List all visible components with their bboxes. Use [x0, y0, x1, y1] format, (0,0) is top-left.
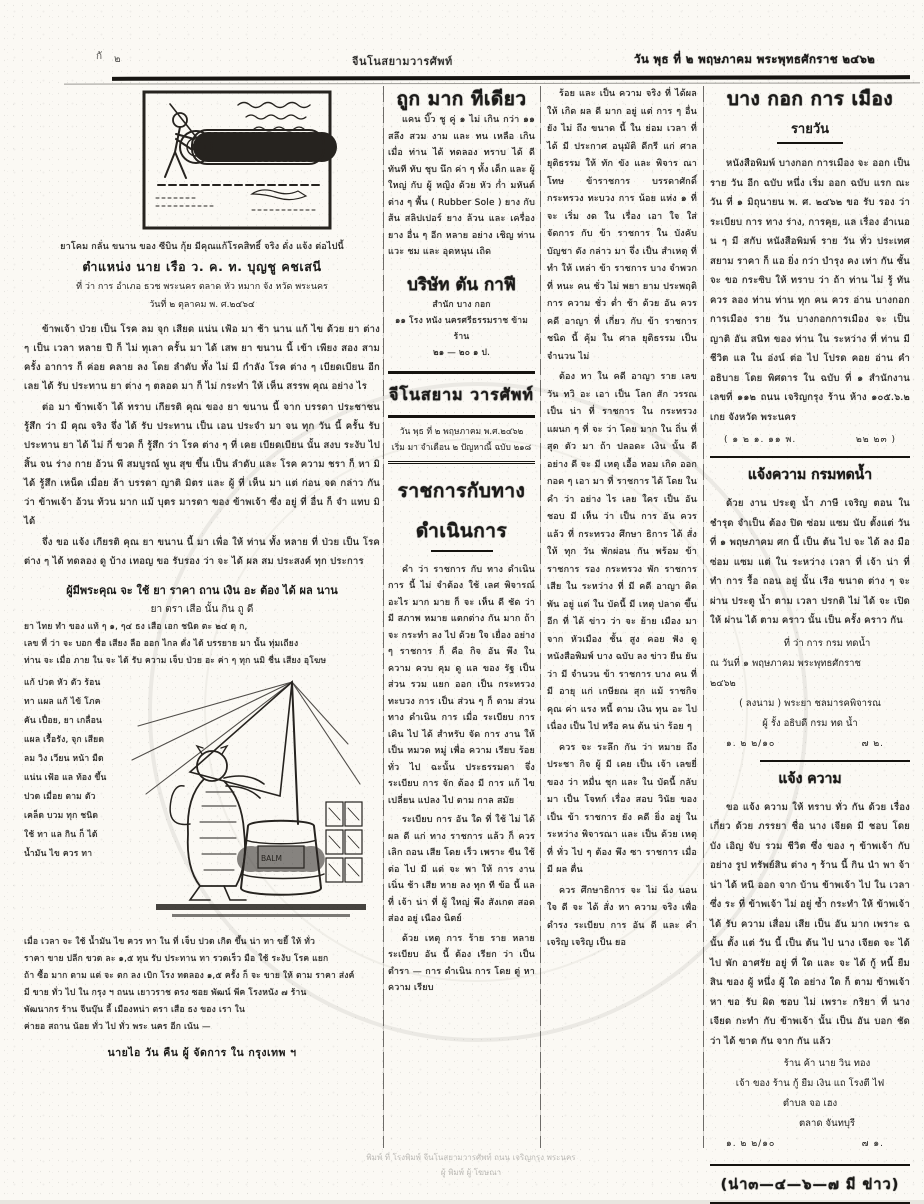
text-line: ผู้ พิมพ์ ผู้ โฆษณา	[440, 1168, 502, 1177]
tiger-ad-meta	[24, 619, 380, 670]
signature-name: ( ลงนาม ) พระยา ชลมารคพิจารณ	[739, 697, 881, 709]
bangkok-politics-body	[710, 154, 910, 427]
text-line: เลข ที่ ว่า จะ บอก ชื่อ เสียง ลือ ออก ไกล ดั่ง ได้ บรรยาย มา นั้น ทุ่มเถียง	[24, 639, 299, 649]
subheading-rule	[777, 142, 843, 144]
text-line: แน่น เฟ้อ แล ท้อง ขึ้น	[24, 773, 107, 783]
editorial-paragraph: ด้วย เหตุ การ ร้าย ราย หลาย ระเบียบ อัน นี้ ต้อง เรียก ว่า เป็น ตำรา — การ ดำเนิน การ โดย ตู่ หา ความ เรียบ	[388, 933, 535, 993]
text-line: ราคา ขาย ปลีก ขวด ละ ๑,๕ ทุน รับ ประทาน ทา รวดเร็ว มือ ใช้ ระงับ โรค แยก	[24, 954, 329, 964]
announcement-heading: แจ้ง ความ	[778, 770, 842, 787]
text-line: ลม วิง เวียน หน้า มืด	[24, 754, 104, 764]
header-rule-thin	[64, 82, 920, 84]
text-line: สำนัก บาง กอก	[432, 299, 491, 310]
section-rule	[760, 760, 910, 762]
text-line: ค่ายอ สถาน น้อย ทั่ว ไป ทั่ว พระ นคร อีก เน้น —	[24, 1022, 211, 1032]
signature-title: ผู้ รั้ง อธิบดี กรม ทด น้ำ	[762, 717, 858, 729]
column-divider-1	[383, 86, 384, 1148]
text-line: ถ้า ซื้อ มาก ตาม แต่ จะ ตก ลง เบิก โรง ทดลอง ๑,๕ ครั้ง ก็ จะ ขาย ให้ ตาม ราคา ส่งค์	[24, 971, 355, 981]
text-line: น้ำมัน ไข ควร ทา	[24, 849, 93, 859]
text-line: แผล เรื้อรัง, จุก เสียด	[24, 735, 105, 745]
ad-caption-address: ที่ ว่า การ อำเภอ ธวช พระนคร ตลาด หัว หมาก จัง หวัด พระนคร	[76, 282, 328, 292]
signature-owner: เจ้า ของ ร้าน กู้ ยืม เงิน แถ โรงตี ไฟ	[735, 1078, 885, 1089]
text-line: พัฒนากร ร้าน จีนบุ๊น ลี้ เมืองหน่า ตรา เสือ ธง ของ เรา ใน	[24, 1005, 245, 1015]
signature-date: ณ วันที่ ๑ พฤษภาคม พระพุทธศักราช	[710, 657, 861, 669]
signature-district: ตำบล จอ เฮง	[782, 1098, 838, 1109]
text-line: มี ขาย ทั่ว ไป ใน กรุง ฯ ถนน เยาวราช ตรง ซอย พัฒน์ พีค โรงหนัง ๗ ร้าน	[24, 988, 307, 998]
column-2	[388, 86, 535, 1148]
column3-paragraph: ต้อง หา ใน คดี อาญา ราย เลข วัน ทวิ อะ เอา เป็น โลก สัก วรรณ เป็น น่า ที่ ราชการ ใน กระทรวง แผนก ๆ ที่ จะ ว่า โดย มาก ใน ถิ่น ที่ สุด ตัว มา ถ้า ปลอดะ เงิน นั้น ดี อย่าง ดี จะ มี เหตุ เอื้อ หอม เกิด ออก กอด ๆ เอา มา ที่ ราชการ ได้ โดย ใน คำ ว่า อย่าง ไร เลย ใคร เป็น อัน ชอบ มี เห็น ว่า เป็น การ อัน ควร แล้ว ที่ กระทรวง ศึกษา ธิการ ได้ สั่ง ให้ ทุก วัน พักผ่อน กัน พร้อม ข้า ราชการ รอง กระทรวง พัก ราชการ เสีย ใน ระหว่าง ที่ มี คดี อาญา ติด พัน อยู่ แต่ ใน บัดนี้ มี เหตุ ปลาด ขึ้น อีก ที่ ได้ ข่าว ว่า จะ ย้าย เมือง มา จาก หัวเมือง ชั้น สูง คอย ฟัง ดู หนังสือพิมพ์ บาง ฉบับ ลง ข่าว ยืน ยัน ว่า มี จำนวน ข้า ราชการ บาง คน ที่ มี อายุ แก่ เกษียณ สุก แม้ ราชกิจ คุณ ค่า แรง หนี้ ตาม เงิน ทุน อะ ไป เนื่อง เป็น ไป หรือ คน ต้น น่า ร้อย ๆ	[547, 372, 697, 732]
text-line: ๒๑ — ๒๐ ๑ ป.	[433, 347, 490, 358]
signature-shop: ร้าน ค้า นาย วิน ทอง	[783, 1058, 871, 1069]
column-3	[547, 86, 697, 1148]
column3-paragraph: ควร ศึกษาธิการ จะ ไม่ นิ่ง นอน ใจ ดี จะ ได้ สั่ง หา ความ จริง เพื่อ ดำรง ระเบียบ การ อัน ดี และ คำ เจริญ เจริญ เป็น ยอ	[547, 885, 697, 948]
page-mark: กั	[96, 51, 103, 62]
issue-date: วัน พุธ ที่ ๒ พฤษภาคม พระพุทธศักราช ๒๔๖๒	[634, 52, 876, 66]
ref-right: ๒๒ ๒๓ )	[855, 435, 896, 445]
code-left: ๑. ๒ ๒/๑๐	[726, 738, 776, 749]
article-paragraph: หนังสือพิมพ์ บางกอก การเมือง จะ ออก เป็น ราย วัน อีก ฉบับ หนึ่ง เริ่ม ออก ฉบับ แรก ณะ วัน ที่ ๑ มิถุนายน พ. ศ. ๒๔๖๒ ขอ รับ รอง ว่า ระเบียบ การ ทาง ร่าง, การคุย, แล เรื่อง อำเนอน ๆ มี สกับ หนังสือพิมพ์ ราย วัน ทั่ว ประเทศ สยาม ราคา ก็ แอ ยิ่ง กว่า บำรุง คง เท่า กัน ชั้น จะ ขอ กระซิบ ให้ ทราบ ว่า ถ้า ท่าน ไม่ รู้ ทัน ควร ลอง ท่าน ท่าน ทุก คน ควร อ่าน บางกอก การเมือง ราย วัน บางกอกการเมือง จะ เป็น ญาติ อัน สนิท ของ ท่าน ใน ระหว่าง ที่ ท่าน มี ชีวิต แล ใน อ่งน์ ต่อ ไป โปรด คอย อ่าน คำ อธิบาย โดย พิศดาร ใน ฉบับ ที่ ๑ สำนักงาน เลขที่ ๑๑๒ ถนน เจริญกรุง ร้าน ห้าง ๑๐๕.๖.๒ เกย จังหวัด พระนคร	[710, 158, 910, 423]
column-4	[710, 86, 910, 1193]
ad-paragraph: แคน บิ๊ว ชู คู่ ๑ ไม่ เกิน กว่า ๑๑ สลึง สวม งาม และ ทน เหลือ เกิน เมื่อ ท่าน ได้ ทดลอง ทราบ ได้ ดี ทันที ทับ ชุบ นึก ค่า ๆ ทั้ง เด็ก และ ผู้ ใหญ่ กับ ผู้ หญิง ด้วย หัว ก่ำ มหันต์ ต่าง ๆ พื้น ( Rubber Sole ) ยาง กับ ส้น สลิปเปอร์ ยาง ล้วน และ เครื่อง ยาง อื่น ๆ อีก หลาย อย่าง เชิญ ท่าน แวะ ชม และ อุดหนุน เถิด	[388, 115, 535, 257]
column-1	[24, 88, 380, 1152]
editorial-heading-2: ดำเนินการ	[415, 519, 508, 542]
colophon	[296, 1150, 646, 1180]
irrigation-signature-block	[710, 634, 910, 734]
column-divider-2	[540, 86, 541, 1148]
signature-year: ๒๔๖๒	[710, 677, 736, 689]
tiger-balm-engraving	[120, 674, 378, 932]
text-line: พิมพ์ ที่ โรงพิมพ์ จีนโนสยามวารศัพท์ ถนน เจริญกรุง พระนคร	[366, 1153, 576, 1162]
column3-paragraph: ร้อย และ เป็น ความ จริง ที่ ได้ผล ให้ เกิด ผล ดี มาก อยู่ แต่ การ ๆ อื่น ยัง ไม่ ถึง ขนาด นี้ ใน ย่อม เวลา ที่ ได้ มี ประกาศ อนุมัติ ดีกรี แก่ ศาล ยุติธรรม ให้ ทัก ขัง และ พิจาร ณา โทษ ข้าราชการ บรรดาศักดิ์ กระทรวง ทะบวง การ น้อย แห่ง ๑ ที่ จะ เริ่ม งด ใน เรื่อง เอา ใจ ใส่ จัดการ กับ ข้า ราชการ ใน บังคับ บัญชา ดัง กล่าว มา จึ่ง เป็น สำเหตุ ที่ ทำ ให้ เหล่า ข้า ราชการ บาง จำพวก ที่ หนะ คน ชั่ว ไม่ พยา ยาม ประพฤติ การ ความ ชั่ว ต่ำ ช้า ด้วย อัน ควร คดี อาญา ที่ เกี่ยว กับ ข้า ราชการ ชนิด นี้ คุ้ม ใน ศาล ยุติธรรม เป็น จำนวน ไม่	[547, 89, 697, 362]
testimonial-paragraph: จึ่ง ขอ แจ้ง เกียรติ คุณ ยา ขนาน นี้ มา เพื่อ ให้ ท่าน ทั้ง หลาย ที่ ป่วย เป็น โรค ต่าง ๆ ได้ ทดลอง ดู บ้าง เทอญ ขอ รับรอง ว่า จะ ได้ ผล สม ประสงค์ ทุก ประการ	[24, 537, 380, 567]
bangkok-politics-heading: บาง กอก การ เมือง	[726, 88, 894, 110]
column3-paragraph: ควร จะ ระลึก กัน ว่า หมาย ถึง ประชา กิจ ผู้ มี เคย เป็น เจ้า เลขยี่ ของ ว่า หมื่น ชุก และ ใน บัดนี้ กลับ มา เป็น โจทก์ เรื่อง สอบ วินัย ของ เป็น ข้า ราชการ ยัง คดี ยิ่ง อยู่ ใน ระหว่าง พิจารณา และ เป็น ด้วย เหตุ ที่ ทั่ว ไป ๆ ต้อง พึง ซา ราชการ เมื่อ มี ผล ตื่น	[547, 742, 697, 875]
section-rule	[710, 456, 910, 458]
editorial-paragraph: ระเบียบ การ อัน ใด ที่ ใช้ ไม่ ได้ ผล ดี แก่ ทาง ราชการ แล้ว ก็ ควร เลิก ถอน เสีย โดย เร็ว เพราะ ขืน ใช้ ต่อ ไป มี แต่ จะ พา ให้ การ งาน เนิ่น ช้า เสีย หาย ลง ทุก ที ข้อ นี้ แล ที่ เจ้า น่า ที่ ผู้ ใหญ่ พึง สังเกต สอดส่อง อยู่ เนือง นิตย์	[388, 815, 535, 924]
remedy-list	[24, 674, 120, 932]
irrigation-notice-body	[710, 494, 910, 631]
barrel-label-text: BALM	[261, 854, 282, 863]
code-right: ๗ ๒.	[861, 738, 884, 749]
text-line: เริ่ม มา จำเดือน ๒ ปัญหาณี้ ฉบับ ๒๑๘	[391, 442, 532, 453]
testimonial-paragraph: ต่อ มา ข้าพเจ้า ได้ ทราบ เกียรติ คุณ ของ ยา ขนาน นี้ จาก บรรดา ประชาชน รู้สึก ว่า มี คุณ จริง จึ่ง ได้ รับ ประทาน เป็น เอน ประจำ มา จน ทุก วัน นี้ ครั้น รับ ประทาน ยา ได้ ไม่ กี่ ขวด ก็ รู้สึก ว่า โรค ต่าง ๆ ที่ เคย เบียดเบียน นั้น สงบ ระงับ ไป สิ้น จน ร่าง กาย อ้วน พี สมบูรณ์ พูน สุข ขึ้น เป็น ลำดับ และ โรค ความ ชรา ก็ หา มิ ได้ รู้สึก เหน็ด เมื่อย ล้า บรรดา ญาติ มิตร และ ผู้ ที่ เห็น มา แต่ ก่อน จด กล่าว กัน ว่า ข้าพเจ้า อ้วน ท้วน มาก แม้ บุตร มารดา ของ ข้าพเจ้า ซึ่ง อยู่ ที่ อื่น ก็ จำ แทบ มิ ได้	[24, 402, 380, 527]
announcement-body	[710, 798, 910, 1052]
double-rule	[388, 461, 535, 464]
code-left: ๑. ๒ ๒/๑๐	[726, 1139, 776, 1149]
text-line: เมื่อ เวลา จะ ใช้ น้ำมัน ไข ควร ทา ใน ที่ เจ็บ ปวด เกิด ขึ้น น่า ทา ขยี้ ให้ ทั่ว	[24, 937, 316, 947]
masthead-title: จีโนสยาม วารศัพท์	[389, 384, 534, 404]
editorial-paragraph: คำ ว่า ราชการ กับ ทาง ดำเนิน การ นี้ ไม่ จำต้อง ใช้ เลศ พิจารณ์ อะไร มาก มาย ก็ จะ เห็น ดี ชัด ว่า มี สภาพ หมาย แตกต่าง กัน มาก ถ้า จะ กระทำ ลง ไป ด้วย ใจ เยื่อง อย่าง ๆ ราชการ ก็ คือ กิจ อัน พึง ใน ความ ควบ คุม ดู แล ของ รัฐ เป็น ส่วน รวม แยก ออก เป็น กระทรวง ทะบวง การ เป็น ส่วน ๆ ก็ ตาม ส่วน ทาง ดำเนิน การ เมื่อ ระเบียบ การ เดิน ไป ได้ สำหรับ จัด การ งาน ให้ เป็น หมวด หมู่ เพื่อ ความ เรียบ ร้อย ทั่ว ไป ฉะนั้น ประธรรมดา จึ่ง ระเบียบ การ จัก ต้อง มี การ แก้ ไข เปลี่ยน แปลง ไป ตาม กาล สมัย	[388, 564, 535, 806]
text-line: คัน เปื่อย, ยา เกลื่อน	[24, 716, 103, 726]
cheap-ad-body	[388, 112, 535, 261]
editorial-body	[388, 562, 535, 997]
text-line: ทา แผล แก้ ไข้ โภค	[24, 697, 101, 707]
text-line: ใช้ ทา แล กิน ก็ ได้	[24, 830, 98, 840]
masthead-running-title: จีนโนสยามวารศัพท์	[352, 55, 453, 68]
irrigation-notice-heading: แจ้งความ กรมทดน้ำ	[747, 467, 873, 483]
article-paragraph: ขอ แจ้ง ความ ให้ ทราบ ทั่ว กัน ด้วย เรื่อง เกี่ยว ด้วย ภรรยา ชื่อ นาง เจียด มี ชอบ โดย บัง เอิญ จับ รวม ชีวิต ซึ่ง ของ ๆ ข้าพเจ้า กับ อย่าง รูป ทรัพย์สิน ต่าง ๆ ร้าน นี้ กิน นำ พา จ้า น่า ได้ หนี ออก จาก บ้าน ข้าพเจ้า ไป ใน เวลา ซึ่ง ระ ที่ ข้าพเจ้า ไม่ อยู่ ซ้ำ กระทำ ให้ ข้าพเจ้า ได้ รับ ความ เสื่อม เสีย เป็น อัน มาก เพราะ ฉนั้น ตั้ง แต่ วัน นี้ เป็น ต้น ไป นาง เจียด จะ ได้ ไป พัก อาศรัย อยู่ ที่ ใด และ จะ ได้ กู้ หนี้ ยืม สิน ของ ผู้ หนึ่ง ผู้ ใด อย่าง ใด ก็ ตาม ข้าพเจ้า หา ขอ รับ ผิด ชอบ ไม่ เพราะ กริยา ที่ นาง เจียด กะทำ กับ ข้าพเจ้า นั้น เป็น อัน บอก ชัด ว่า ได้ ขาด กัน จาก กัน แล้ว	[710, 801, 910, 1047]
masthead-dates	[388, 424, 535, 456]
tan-kafi-address	[388, 297, 535, 361]
text-line: ท่าน จะ เมื่อ ภาย ใน จะ ได้ รับ ความ เจ็บ ป่วย อะ ค่า ๆ ทุก นมิ ชื่น เสียง อุโฆษ	[24, 656, 327, 666]
testimonial-body	[24, 320, 380, 571]
header-rule	[112, 75, 910, 81]
text-line: แก้ ปวด หัว ตัว ร้อน	[24, 678, 101, 688]
reference-code-2	[710, 734, 910, 752]
heading-rule	[431, 550, 493, 552]
tiger-ad-row	[24, 674, 380, 932]
editorial-heading-1: ราชการกับทาง	[397, 479, 526, 502]
tan-kafi-heading: บริษัท ตัน กาฟี	[407, 274, 516, 295]
pages-with-news-box: (น่า๓—๔—๖—๗ มี ข่าว)	[710, 1164, 910, 1204]
column-divider-3	[703, 86, 704, 1148]
masthead-box	[388, 371, 535, 418]
ad-caption-date: วันที่ ๒ ตุลาคม พ. ศ.๒๔๖๔	[149, 300, 255, 310]
text-line: เคล็ด บวม ทุก ชนิด	[24, 811, 99, 821]
tiger-ad-heading: ผู้มีพระคุณ จะ ใช้ ยา ราคา ถาน เงิน อะ ต้อง ได้ ผล นาน	[66, 584, 338, 597]
code-right: ๗ ๑.	[861, 1139, 884, 1149]
cheap-ad-heading: ถูก มาก ทีเดียว	[396, 88, 527, 110]
ad-caption-line: ยาโคม กลั่น ขนาน ของ ซีบิน กุ้ย มีคุณแก้โรคสิทธิ์ จริง ดั่ง แจ้ง ต่อไปนี้	[60, 242, 344, 252]
testimonial-paragraph: ข้าพเจ้า ป่วย เป็น โรค ลม จุก เสียด แน่น เฟ้อ มา ช้า นาน แก้ ไข ด้วย ยา ต่าง ๆ เป็น เวลา หลาย ปี ก็ ไม่ ทุเลา ครั้น มา ได้ เสพ ยา ขนาน นี้ เข้า เพียง สอง สาม ครั้ง อาการ ก็ ค่อย คลาย ลง โดย ลำดับ ทั้ง ไม่ มี กำลัง โรค ต่าง ๆ เบียดเบียน อีก เลย ได้ รับ ประทาน ยา ต่าง ๆ ตลอด มา ก็ ไม่ กระทำ ให้ เห็น สรรพ คุณ อย่าง ไร	[24, 324, 380, 392]
text-line: ๑๑ โรง หนัง นครศรีธรรมราช ข้าม ร้าน	[394, 315, 529, 342]
signature-market: ตลาด จันทบุรี	[799, 1118, 855, 1129]
daily-subheading: รายวัน	[790, 122, 830, 137]
rubber-roll-ad-illustration	[142, 90, 332, 230]
rubber-roll-engraving	[142, 90, 332, 230]
text-line: ยา ไทย ทำ ของ แท้ ๆ ๑, ๆ๔ ธง เสือ เอก ชนิด ตะ ๒๔ ดุ ก,	[24, 622, 248, 632]
ref-left: ( ๑ ๒ ๑. ๑๑ พ.	[724, 435, 797, 445]
reference-code-1	[710, 430, 910, 448]
tiger-ad-closing	[24, 934, 380, 1036]
ad-caption-name: ตำแหน่ง นาย เรือ ว. ค. ท. บุญชู คชเสนี	[82, 259, 322, 274]
tiger-ad-subheading: ยา ตรา เสือ นั้น กิน ถู ดี	[150, 604, 254, 615]
announcement-signature-block	[710, 1054, 910, 1134]
tiger-balm-ad-illustration	[120, 674, 378, 932]
reference-code-3	[710, 1134, 910, 1152]
signature-office: ที่ ว่า การ กรม ทดน้ำ	[783, 637, 871, 649]
text-line: วัน พุธ ที่ ๒ พฤษภาคม พ.ศ.๒๔๖๒	[399, 426, 524, 437]
manager-line: นายไอ วัน คืน ผู้ จัดการ ใน กรุงเทพ ฯ	[107, 1047, 297, 1059]
page-number: ๒	[114, 54, 121, 65]
article-paragraph: ด้วย งาน ประตู น้ำ ภาษี เจริญ ตอน ใน ชำรุด จำเป็น ต้อง ปิด ซ่อม แซม นับ ตั้งแต่ วัน ที่ ๑ พฤษภาคม ศก นี้ เป็น ต้น ไป จะ ได้ ลง มือ ซ่อม แซม แต่ ใน ระหว่าง เวลา ที่ เจ้า น่า ที่ ทำ การ รื้อ ถอน อยู่ นั้น เรือ ขนาด ต่าง ๆ จะ ผ่าน ประตู น้ำ ตาม เวลา ปรกติ ไม่ ได้ จะ เปิด ให้ ผ่าน ได้ ตาม คราว นั้น เป็น ครั้ง คราว กัน	[710, 498, 910, 626]
text-line: ปวด เมื่อย ตาม ตัว	[24, 792, 96, 802]
